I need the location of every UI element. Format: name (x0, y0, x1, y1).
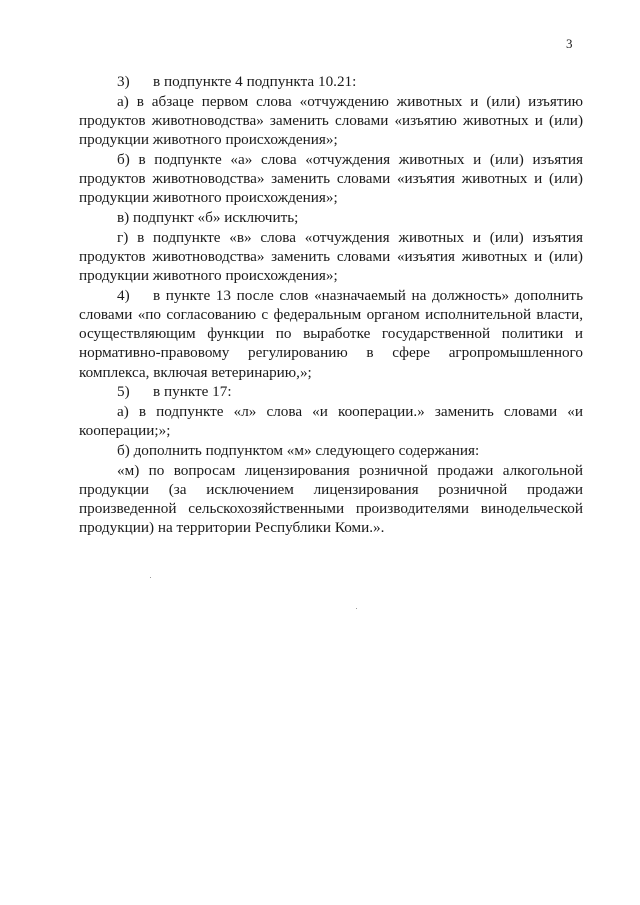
paragraph-text: в пункте 13 после слов «назначаемый на должность» дополнить словами «по согласованию с федеральным органом исполнительной власти, осуществляющим функции по выработке государственной политики и нормативно-правовому регулированию в сфере агропромышленного комплекса, включая ветеринарию,»; (79, 286, 583, 381)
paragraph-subitem-b (79, 150, 583, 208)
item-number: 3) (117, 73, 130, 90)
item-number: 4) (117, 286, 130, 304)
paragraph-subitem-a (79, 92, 583, 150)
paragraph-subitem-a (79, 402, 583, 440)
paragraph-text: а) в подпункте «л» слова «и кооперации.» заменить словами «и кооперации;»; (79, 402, 583, 440)
scan-speck (150, 577, 151, 578)
page-number: 3 (566, 36, 573, 51)
paragraph-item-3 (79, 72, 583, 91)
paragraph-subitem-b (79, 441, 583, 460)
paragraph-text: г) в подпункте «в» слова «отчуждения животных и (или) изъятия продуктов животноводства» заменить словами «изъятия животных и (или) продукции животного происхождения»; (79, 228, 583, 285)
paragraph-text: в подпункте 4 подпункта 10.21: (153, 73, 357, 90)
document-body (79, 72, 583, 538)
paragraph-text: «м) по вопросам лицензирования розничной продажи алкогольной продукции (за исключением лицензирования розничной продажи произведенной сельскохозяйственными производителями винодельческой продукции) на территории Республики Коми.». (79, 461, 583, 537)
paragraph-quote-m (79, 461, 583, 538)
paragraph-text: б) в подпункте «а» слова «отчуждения животных и (или) изъятия продуктов животноводства» заменить словами «изъятия животных и (или) продукции животного происхождения»; (79, 150, 583, 207)
paragraph-text: б) дополнить подпунктом «м» следующего содержания: (117, 441, 480, 459)
paragraph-text: в) подпункт «б» исключить; (117, 208, 299, 226)
paragraph-subitem-v (79, 208, 583, 227)
paragraph-text: в пункте 17: (153, 383, 232, 401)
paragraph-item-4 (79, 286, 583, 382)
scan-speck (356, 608, 357, 609)
paragraph-text: а) в абзаце первом слова «отчуждению животных и (или) изъятию продуктов животноводства» заменить словами «изъятию животных и (или) продукции животного происхождения»; (79, 92, 583, 149)
item-number: 5) (117, 383, 130, 401)
paragraph-item-5 (79, 382, 583, 401)
paragraph-subitem-g (79, 228, 583, 286)
